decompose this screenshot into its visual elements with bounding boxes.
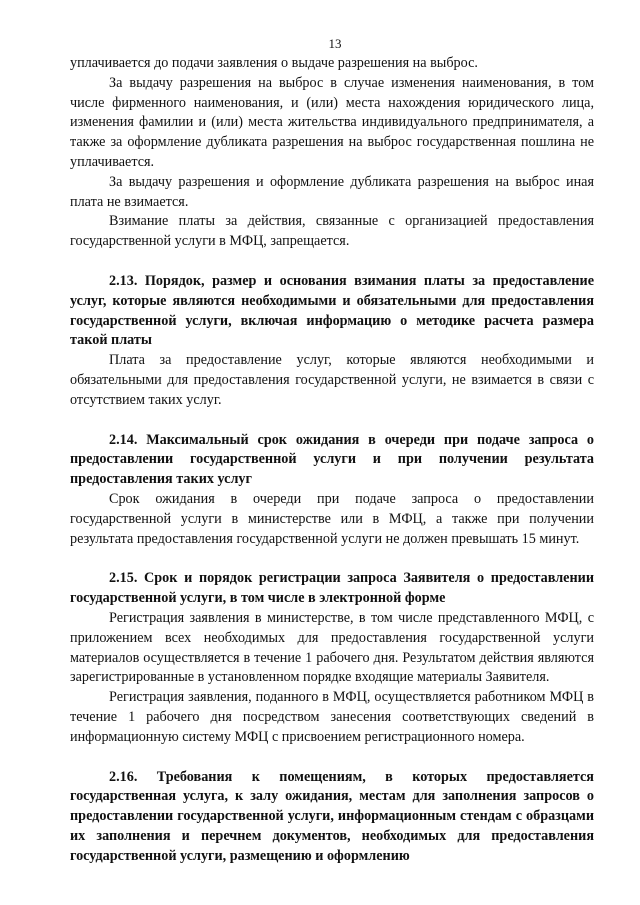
section-paragraph: Регистрация заявления, поданного в МФЦ, осуществляется работником МФЦ в течение 1 рабочего дня посредством занесения соответствующих сведений в информационную систему МФЦ с присвоением регистрационного номера. (70, 689, 594, 745)
section-heading-2-14: 2.14. Максимальный срок ожидания в очереди при подаче запроса о предоставлении государственной услуги и при получении результата предоставления таких услуг (70, 431, 594, 488)
paragraph-continuation: уплачивается до подачи заявления о выдаче разрешения на выброс. (70, 55, 478, 71)
section-gap (70, 252, 594, 272)
section-gap (70, 411, 594, 431)
document-page (70, 36, 594, 866)
section-gap (70, 549, 594, 569)
section-paragraph: Плата за предоставление услуг, которые являются необходимыми и обязательными для предоставления государственной услуги, не взимается в связи с отсутствием таких услуг. (70, 352, 594, 408)
paragraph-mfc-fee-prohibited: Взимание платы за действия, связанные с организацией предоставления государственной услуги в МФЦ, запрещается. (70, 213, 594, 250)
paragraph-fee-name-change: За выдачу разрешения на выброс в случае изменения наименования, в том числе фирменного наименования, и (или) места нахождения юридического лица, изменения фамилии и (или) места жительства индивидуального предпринимателя, а также за оформление дубликата разрешения на выброс государственная пошлина не уплачивается. (70, 74, 594, 170)
section-paragraph: Срок ожидания в очереди при подаче запроса о предоставлении государственной услуги в министерстве или в МФЦ, а также при получении результата предоставления государственной услуги не должен превышать 15 минут. (70, 490, 594, 547)
section-heading-2-13: 2.13. Порядок, размер и основания взимания платы за предоставление услуг, которые являются необходимыми и обязательными для предоставления государственной услуги, включая информацию о методике расчета размера такой платы (70, 272, 594, 349)
section-heading-2-15: 2.15. Срок и порядок регистрации запроса Заявителя о предоставлении государственной услуги, в том числе в электронной форме (70, 570, 594, 607)
paragraph-no-other-fee: За выдачу разрешения и оформление дубликата разрешения на выброс иная плата не взимается. (70, 173, 594, 210)
section-paragraph: Регистрация заявления в министерстве, в том числе представленного МФЦ, с приложением всех необходимых для предоставления государственной услуги материалов осуществляется в течение 1 рабочего дня. Результатом действия являются зарегистрированные в установленном порядке входящие материалы Заявителя. (70, 609, 594, 686)
section-heading-2-16: 2.16. Требования к помещениям, в которых предоставляется государственная услуга, к залу ожидания, местам для заполнения запросов о предоставлении государственной услуги, информационным стендам с образцами их заполнения и перечнем документов, необходимых для предоставления государственной услуги, размещению и оформлению (70, 768, 594, 864)
section-gap (70, 748, 594, 768)
page-number: 13 (328, 36, 342, 51)
